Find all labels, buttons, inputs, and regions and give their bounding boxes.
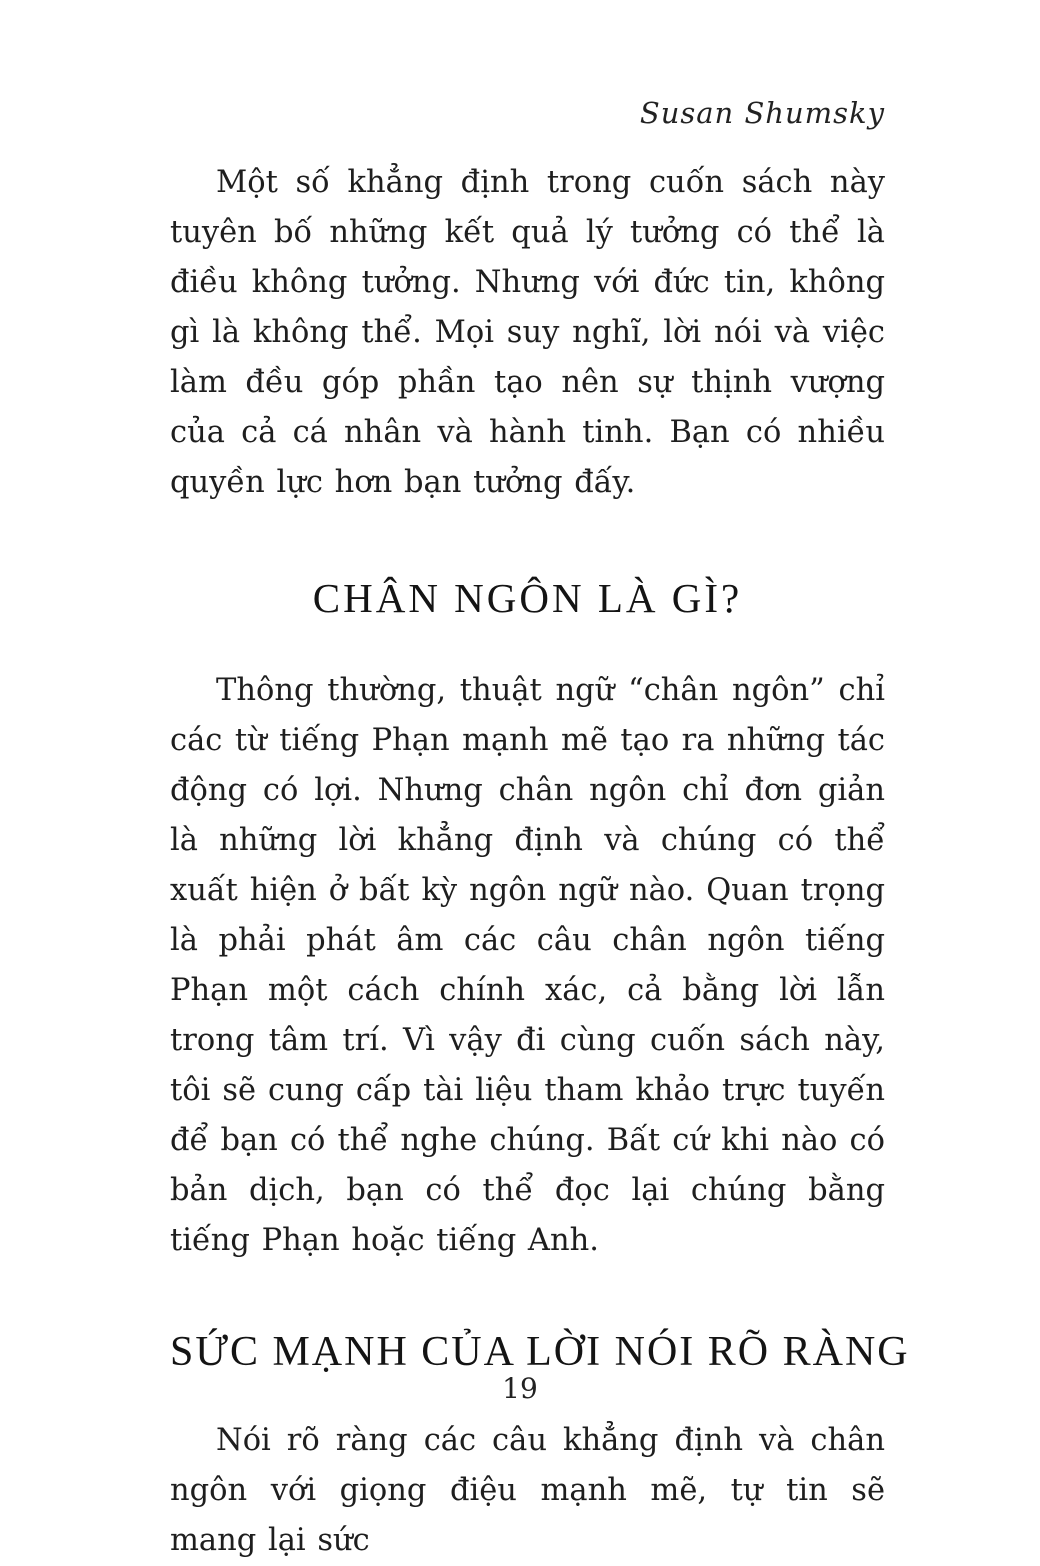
section-heading-what-is-mantra: CHÂN NGÔN LÀ GÌ? bbox=[312, 575, 743, 621]
paragraph-intro: Một số khẳng định trong cuốn sách này tuyên bố những kết quả lý tưởng có thể là điều không tưởng. Nhưng với đức tin, không gì là không thể. Mọi suy nghĩ, lời nói và việc làm đều góp phần tạo nên sự thịnh vượng của cả cá nhân và hành tinh. Bạn có nhiều quyền lực hơn bạn tưởng đấy. bbox=[170, 165, 885, 500]
running-header-author: Susan Shumsky bbox=[639, 96, 885, 130]
paragraph-mantra-explanation: Thông thường, thuật ngữ “chân ngôn” chỉ các từ tiếng Phạn mạnh mẽ tạo ra những tác động có lợi. Nhưng chân ngôn chỉ đơn giản là những lời khẳng định và chúng có thể xuất hiện ở bất kỳ ngôn ngữ nào. Quan trọng là phải phát âm các câu chân ngôn tiếng Phạn một cách chính xác, cả bằng lời lẫn trong tâm trí. Vì vậy đi cùng cuốn sách này, tôi sẽ cung cấp tài liệu tham khảo trực tuyến để bạn có thể nghe chúng. Bất cứ khi nào có bản dịch, bạn có thể đọc lại chúng bằng tiếng Phạn hoặc tiếng Anh. bbox=[170, 673, 885, 1258]
section-heading-power-of-clear-speech: SỨC MẠNH CỦA LỜI NÓI RÕ RÀNG bbox=[170, 1329, 910, 1375]
page-number: 19 bbox=[502, 1372, 538, 1405]
paragraph-clear-speech: Nói rõ ràng các câu khẳng định và chân ngôn với giọng điệu mạnh mẽ, tự tin sẽ mang lại sức bbox=[170, 1423, 885, 1558]
